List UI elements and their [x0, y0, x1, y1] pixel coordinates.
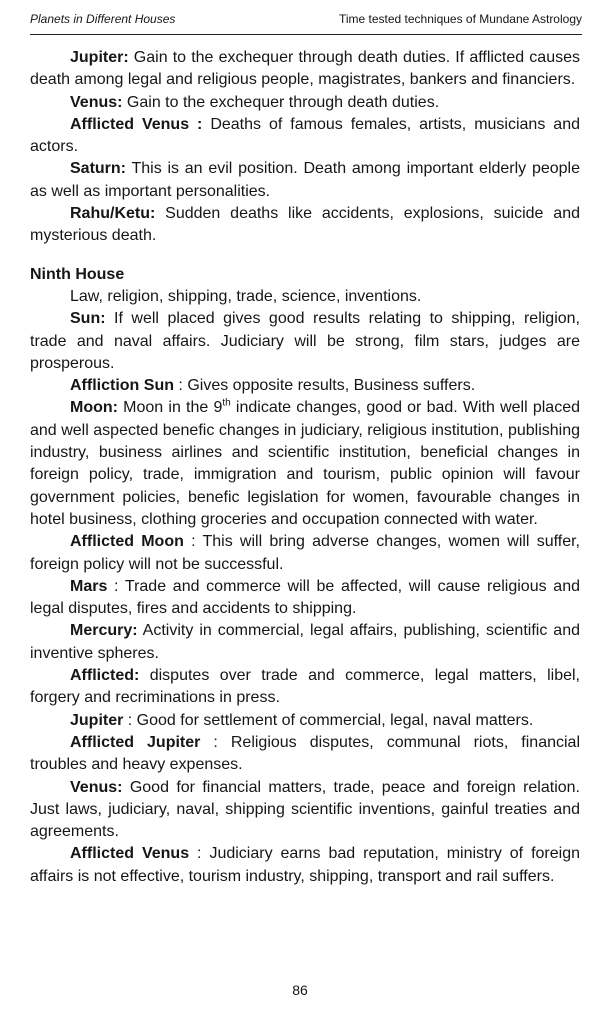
paragraph-text: If well placed gives good results relating to shipping, religion, trade and naval affairs. Judiciary will be strong, film stars, judges are prosperous.	[30, 310, 580, 372]
term: Afflicted Jupiter	[70, 733, 201, 751]
term: Affliction Sun	[70, 377, 174, 395]
paragraph-text: indicate changes, good or bad. With well placed and well aspected benefic changes in judiciary, religious institution, publishing industry, business airlines and scientific institution, beneficial changes in foreign policy, trade, immigration and tourism, public opinion will favour government policies, benefic legislation for women, favourable changes in hotel business, clothing groceries and occupation connected with water.	[30, 399, 580, 528]
term: Jupiter:	[70, 49, 129, 66]
paragraph-afflicted-moon	[30, 531, 580, 576]
paragraph-text: Deaths of famous females, artists, musicians and actors.	[30, 115, 580, 156]
paragraph-rahu-ketu	[30, 203, 580, 248]
paragraph-mercury	[30, 620, 580, 665]
paragraph-text: Gain to the exchequer through death duties. If afflicted causes death among legal and religious people, magistrates, bankers and financiers.	[30, 49, 580, 89]
paragraph-text: Sudden deaths like accidents, explosions, suicide and mysterious death.	[30, 205, 580, 245]
paragraph-afflicted-mercury	[30, 665, 580, 710]
paragraph-moon	[30, 397, 580, 531]
paragraph-mars	[30, 576, 580, 621]
paragraph-venus-ninth	[30, 777, 580, 844]
term: Mercury:	[70, 622, 138, 640]
paragraph-text-lead: Moon in the 9	[117, 399, 223, 417]
section-topics: Law, religion, shipping, trade, science, inventions.	[70, 287, 422, 305]
paragraph-text: Activity in commercial, legal affairs, publishing, scientific and inventive spheres.	[30, 622, 580, 662]
term: Afflicted Moon	[70, 533, 184, 551]
term: Rahu/Ketu:	[70, 205, 156, 223]
page-number: 86	[292, 982, 308, 998]
paragraph-text: : Religious disputes, communal riots, financial troubles and heavy expenses.	[30, 733, 580, 774]
paragraph-jupiter	[30, 47, 580, 92]
paragraph-text: disputes over trade and commerce, legal matters, libel, forgery and recriminations in press.	[30, 667, 580, 707]
page-body	[30, 47, 580, 888]
term: Afflicted Venus	[70, 845, 190, 863]
term: Afflicted Venus :	[70, 115, 203, 133]
paragraph-text: This is an evil position. Death among important elderly people as well as important personalities.	[30, 160, 580, 200]
term: Saturn:	[70, 160, 126, 178]
term: Mars	[70, 577, 108, 595]
term: Venus:	[70, 778, 123, 796]
term: Jupiter	[70, 711, 124, 729]
paragraph-text: Good for financial matters, trade, peace and foreign relation. Just laws, judiciary, naval, shipping scientific inventions, gainful treaties and agreements.	[30, 778, 580, 841]
term: Sun:	[70, 310, 106, 328]
paragraph-text: : Good for settlement of commercial, legal, naval matters.	[123, 711, 534, 729]
paragraph-jupiter-ninth	[30, 710, 580, 732]
paragraph-text: : Trade and commerce will be affected, will cause religious and legal disputes, fires and accidents to shipping.	[30, 577, 580, 618]
term: Venus:	[70, 93, 123, 111]
paragraph-saturn	[30, 158, 580, 203]
paragraph-affliction-sun	[30, 375, 580, 397]
paragraph-sun	[30, 308, 580, 375]
paragraph-text: : Gives opposite results, Business suffers.	[173, 377, 476, 395]
paragraph-afflicted-venus	[30, 114, 580, 159]
ordinal-suffix: th	[222, 398, 231, 410]
term: Afflicted:	[70, 667, 140, 685]
running-header	[30, 8, 582, 35]
paragraph-text: : Judiciary earns bad reputation, ministry of foreign affairs is not effective, tourism industry, shipping, transport and rail suffers.	[30, 845, 581, 885]
header-book-title: Time tested techniques of Mundane Astrology	[338, 12, 582, 26]
paragraph-afflicted-jupiter	[30, 732, 580, 777]
paragraph-afflicted-venus-ninth	[30, 843, 580, 888]
term: Moon:	[70, 399, 118, 417]
section-heading: Ninth House	[30, 265, 125, 283]
section-gap	[30, 248, 580, 264]
paragraph-venus	[30, 92, 580, 114]
paragraph-text: : This will bring adverse changes, women will suffer, foreign policy will not be successful.	[30, 533, 580, 573]
header-chapter-title: Planets in Different Houses	[30, 12, 176, 26]
paragraph-text: Gain to the exchequer through death duties.	[122, 93, 440, 111]
